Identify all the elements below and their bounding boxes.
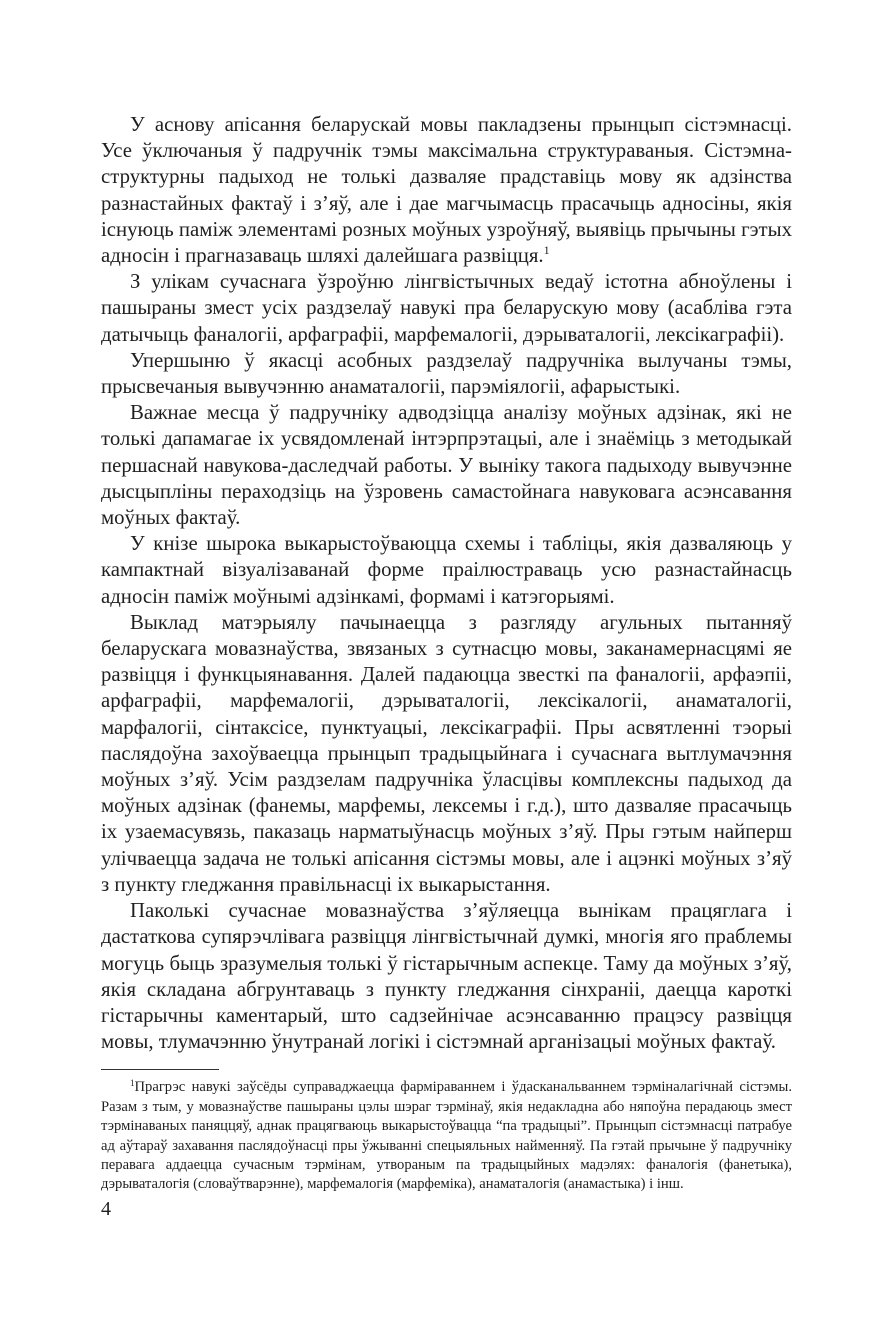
paragraph-5: У кнізе шырока выкарыстоўваюцца схемы і табліцы, якія дазваляюць у кампактнай візуалізаванай форме праілюстраваць усю разнастайнасць адносін паміж моўнымі адзінкамі, формамі і катэгорыямі. <box>101 532 792 608</box>
footnote-text: Прагрэс навукі заўсёды суправаджаецца фарміраваннем і ўдасканальваннем тэрміналагічнай сістэмы. Разам з тым, у мовазнаўстве пашыраны цэлы шэраг тэрмінаў, якія недакладна або няпоўна перадаюць змест тэрмінаваных паняццяў, аднак працягваюць выкарыстоўвацца “па традыцыі”. Прынцып сістэмнасці патрабуе ад аўтараў захавання паслядоўнасці пры ўжыванні спецыяльных найменняў. Па гэтай прычыне ў падручніку перавага аддаецца сучасным тэрмінам, утвораным па традыцыйных мадэлях: фаналогія (фанетыка), дэрываталогія (словаўтварэнне), марфемалогія (марфеміка), анаматалогія (анамастыка) і інш. <box>101 1079 792 1193</box>
paragraph-2: З улікам сучаснага ўзроўню лінгвістычных ведаў істотна абноўлены і пашыраны змест усіх раздзелаў навукі пра беларускую мову (асабліва гэта датычыць фаналогіі, арфаграфіі, марфемалогіі, дэрываталогіі, лексікаграфіі). <box>101 270 792 346</box>
paragraph-1 <box>101 112 792 269</box>
paragraph-4: Важнае месца ў падручніку адводзіцца аналізу моўных адзінак, які не толькі дапамагае іх усвядомленай інтэрпрэтацыі, але і знаёміць з методыкай першаснай навукова-даследчай работы. У выніку такога падыходу вывучэнне дысцыпліны пераходзіць на ўзровень самастойнага навуковага асэнсавання моўных фактаў. <box>101 401 792 530</box>
page-body <box>101 112 792 1195</box>
paragraph-text: У аснову апісання беларускай мовы пакладзены прынцып сістэмнасці. Усе ўключаныя ў падручнік тэмы максімальна структураваныя. Сістэмна-структурны падыход не толькі дазваляе прадставіць мову як адзінства разнастайных фактаў і з’яў, але і дае магчымасць прасачыць адносіны, якія існуюць паміж элементамі розных моўных узроўняў, выявіць прычыны гэтых адносін і прагназаваць шляхі далейшага развіцця. <box>101 113 792 268</box>
footnote-text-block <box>101 1078 792 1194</box>
footnote <box>101 1078 792 1194</box>
page-number: 4 <box>101 1198 111 1220</box>
main-text <box>101 112 792 1055</box>
footnote-mark: 1 <box>130 1078 135 1089</box>
footnote-reference: 1 <box>543 243 550 258</box>
footnote-divider <box>101 1069 219 1070</box>
paragraph-3: Упершыню ў якасці асобных раздзелаў падручніка вылучаны тэмы, прысвечаныя вывучэнню анаматалогіі, парэміялогіі, афарыстыкі. <box>101 348 792 399</box>
paragraph-6: Выклад матэрыялу пачынаецца з разгляду агульных пытанняў беларускага мовазнаўства, звязаных з сутнасцю мовы, заканамернасцямі яе развіцця і функцыянавання. Далей падаюцца звесткі па фаналогіі, арфаэпіі, арфаграфіі, марфемалогіі, дэрываталогіі, лексікалогіі, анаматалогіі, марфалогіі, сінтаксісе, пунктуацыі, лексікаграфіі. Пры асвятленні тэорыі паслядоўна захоўваецца прынцып традыцыйнага і сучаснага вытлумачэння моўных з’яў. Усім раздзелам падручніка ўласцівы комплексны падыход да моўных адзінак (фанемы, марфемы, лексемы і г.д.), што дазваляе прасачыць іх узаемасувязь, паказаць нарматыўнасць моўных з’яў. Пры гэтым найперш улічваецца задача не толькі апісання сістэмы мовы, але і ацэнкі моўных з’яў з пункту гледжання правільнасці іх выкарыстання. <box>101 610 792 896</box>
paragraph-7: Паколькі сучаснае мовазнаўства з’яўляецца вынікам працяглага і дастаткова супярэчлівага развіцця лінгвістычнай думкі, многія яго праблемы могуць быць зразумелыя толькі ў гістарычным аспекце. Таму да моўных з’яў, якія складана абгрунтаваць з пункту гледжання сінхраніі, даецца кароткі гістарычны каментарый, што садзейнічае асэнсаванню працэсу развіцця мовы, тлумачэнню ўнутранай логікі і сістэмнай арганізацыі моўных фактаў. <box>101 899 792 1054</box>
